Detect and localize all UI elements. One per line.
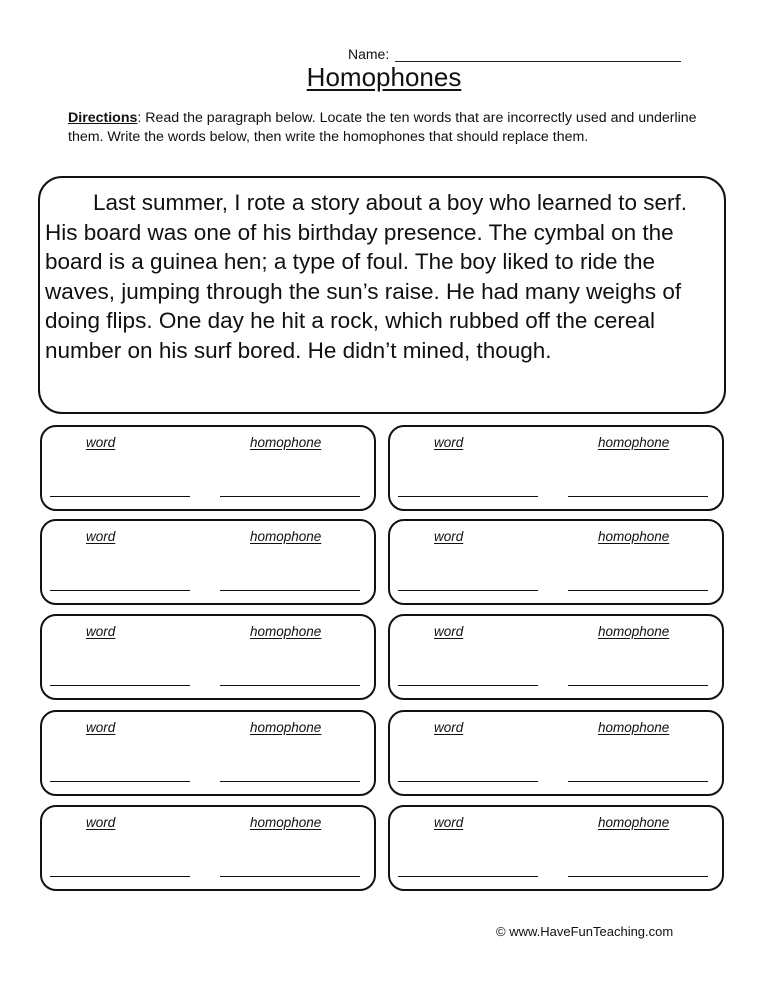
answer-box-4 <box>388 519 724 605</box>
word-label: word <box>434 720 464 735</box>
answer-box-9 <box>40 805 376 891</box>
word-label: word <box>86 720 116 735</box>
word-label: word <box>86 815 116 830</box>
homophone-blank[interactable] <box>568 496 708 497</box>
word-blank[interactable] <box>398 781 538 782</box>
homophone-label: homophone <box>250 720 322 735</box>
word-blank[interactable] <box>398 685 538 686</box>
homophone-blank[interactable] <box>568 590 708 591</box>
homophone-label: homophone <box>598 529 670 544</box>
answer-box-3 <box>40 519 376 605</box>
homophone-label: homophone <box>250 529 322 544</box>
homophone-blank[interactable] <box>220 685 360 686</box>
homophone-blank[interactable] <box>568 781 708 782</box>
word-label: word <box>86 435 116 450</box>
word-label: word <box>86 529 116 544</box>
word-label: word <box>86 624 116 639</box>
homophone-blank[interactable] <box>220 590 360 591</box>
homophone-label: homophone <box>598 720 670 735</box>
directions-label: Directions <box>68 110 138 126</box>
directions <box>68 109 698 147</box>
copyright-footer: © www.HaveFunTeaching.com <box>496 924 674 939</box>
page-title: Homophones <box>306 62 462 92</box>
answer-box-5 <box>40 614 376 700</box>
word-blank[interactable] <box>398 496 538 497</box>
word-blank[interactable] <box>398 590 538 591</box>
word-label: word <box>434 624 464 639</box>
word-blank[interactable] <box>50 876 190 877</box>
homophone-blank[interactable] <box>220 876 360 877</box>
homophone-blank[interactable] <box>568 876 708 877</box>
paragraph-box <box>38 176 726 414</box>
story-paragraph: Last summer, I rote a story about a boy who learned to serf. His board was one of his birthday presence. The cymbal on the board is a guinea hen; a type of foul. The boy liked to ride the waves, jumping through the sun’s raise. He had many weighs of doing flips. One day he hit a rock, which rubbed off the cereal number on his surf bored. He didn’t mined, though. <box>45 190 688 363</box>
word-blank[interactable] <box>50 685 190 686</box>
answer-box-6 <box>388 614 724 700</box>
answer-box-10 <box>388 805 724 891</box>
homophone-label: homophone <box>250 624 322 639</box>
name-field[interactable] <box>395 47 681 62</box>
word-blank[interactable] <box>50 781 190 782</box>
homophone-blank[interactable] <box>568 685 708 686</box>
answer-box-7 <box>40 710 376 796</box>
word-blank[interactable] <box>398 876 538 877</box>
homophone-label: homophone <box>598 815 670 830</box>
answer-box-2 <box>388 425 724 511</box>
name-row <box>348 46 681 62</box>
answer-box-8 <box>388 710 724 796</box>
name-label: Name: <box>348 46 390 62</box>
answer-box-1 <box>40 425 376 511</box>
homophone-blank[interactable] <box>220 496 360 497</box>
word-blank[interactable] <box>50 590 190 591</box>
directions-text: : Read the paragraph below. Locate the ten words that are incorrectly used and underline them. Write the words below, then write the homophones that should replace them. <box>68 110 697 145</box>
homophone-label: homophone <box>598 435 670 450</box>
word-blank[interactable] <box>50 496 190 497</box>
homophone-blank[interactable] <box>220 781 360 782</box>
homophone-label: homophone <box>250 815 322 830</box>
homophone-label: homophone <box>250 435 322 450</box>
word-label: word <box>434 529 464 544</box>
homophone-label: homophone <box>598 624 670 639</box>
word-label: word <box>434 815 464 830</box>
word-label: word <box>434 435 464 450</box>
